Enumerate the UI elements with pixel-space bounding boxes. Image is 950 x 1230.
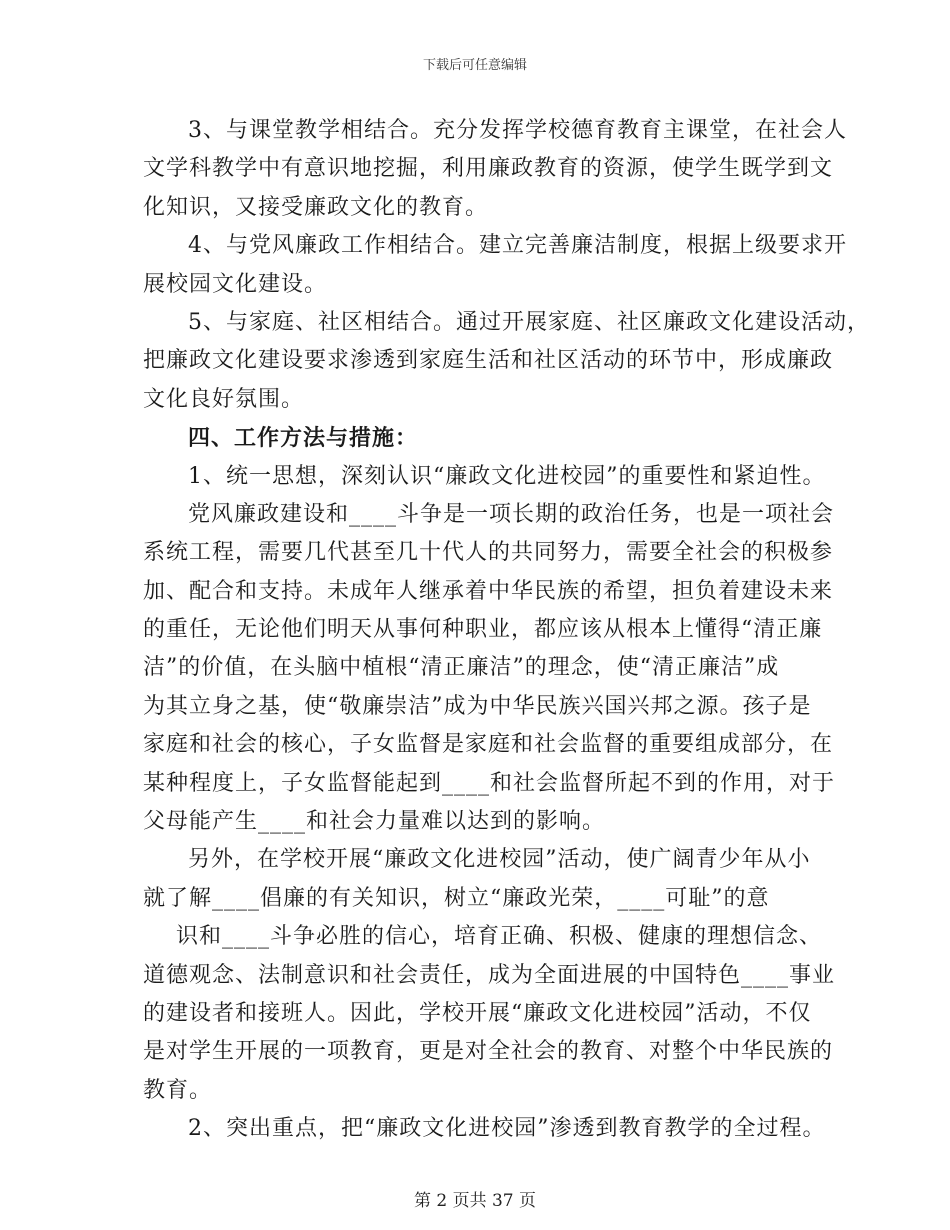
paragraph-line: 就了解____倡廉的有关知识，树立“廉政光荣，____可耻”的意: [143, 885, 770, 911]
paragraph-line: 党风廉政建设和____斗争是一项长期的政治任务，也是一项社会: [188, 501, 835, 527]
paragraph-line: 道德观念、法制意识和社会责任，成为全面进展的中国特色____事业: [143, 962, 836, 988]
page-header: 下载后可任意编辑: [422, 58, 527, 73]
paragraph-line: 2、突出重点，把“廉政文化进校园”渗透到教育教学的全过程。: [188, 1116, 826, 1142]
paragraph-line: 文学科教学中有意识地挖掘，利用廉政教育的资源，使学生既学到文: [143, 156, 834, 182]
paragraph-line: 另外，在学校开展“廉政文化进校园”活动，使广阔青少年从小: [188, 847, 811, 873]
paragraph-line: 把廉政文化建设要求渗透到家庭生活和社区活动的环节中，形成廉政: [143, 348, 834, 374]
paragraph-line: 展校园文化建设。: [143, 271, 328, 297]
paragraph-line: 3、与课堂教学相结合。充分发挥学校德育教育主课堂，在社会人: [188, 118, 847, 143]
paragraph-line: 洁”的价值，在头脑中植根“清正廉洁”的理念，使“清正廉洁”成: [143, 655, 780, 681]
paragraph-line: 系统工程，需要几代甚至几十代人的共同努力，需要全社会的积极参: [143, 540, 834, 566]
paragraph-line: 5、与家庭、社区相结合。通过开展家庭、社区廉政文化建设活动，: [188, 309, 870, 335]
page-footer: 第 2 页共 37 页: [413, 1191, 537, 1211]
paragraph-line: 是对学生开展的一项教育，更是对全社会的教育、对整个中华民族的: [143, 1039, 834, 1065]
paragraph-line: 的重任，无论他们明天从事何种职业，都应该从根本上懂得“清正廉: [143, 617, 823, 643]
paragraph-line: 父母能产生____和社会力量难以达到的影响。: [143, 809, 606, 835]
paragraph-line: 教育。: [143, 1077, 213, 1103]
paragraph-line: 化知识，又接受廉政文化的教育。: [143, 194, 489, 220]
section-heading: 四、工作方法与措施：: [188, 425, 419, 452]
paragraph-line: 识和____斗争必胜的信心，培育正确、积极、健康的理想信念、: [176, 924, 823, 950]
paragraph-line: 1、统一思想，深刻认识“廉政文化进校园”的重要性和紧迫性。: [188, 463, 826, 489]
paragraph-line: 4、与党风廉政工作相结合。建立完善廉洁制度，根据上级要求开: [188, 233, 847, 259]
paragraph-line: 为其立身之基，使“敬廉崇洁”成为中华民族兴国兴邦之源。孩子是: [143, 693, 812, 719]
document-body: [143, 112, 870, 1149]
paragraph-line: 家庭和社会的核心，子女监督是家庭和社会监督的重要组成部分，在: [143, 732, 834, 758]
paragraph-line: 的建设者和接班人。因此，学校开展“廉政文化进校园”活动，不仅: [143, 1000, 812, 1026]
paragraph-line: 加、配合和支持。未成年人继承着中华民族的希望，担负着建设未来: [143, 578, 834, 604]
paragraph-line: 某种程度上，子女监督能起到____和社会监督所起不到的作用，对于: [143, 770, 836, 796]
paragraph-line: 文化良好氛围。: [143, 386, 305, 412]
